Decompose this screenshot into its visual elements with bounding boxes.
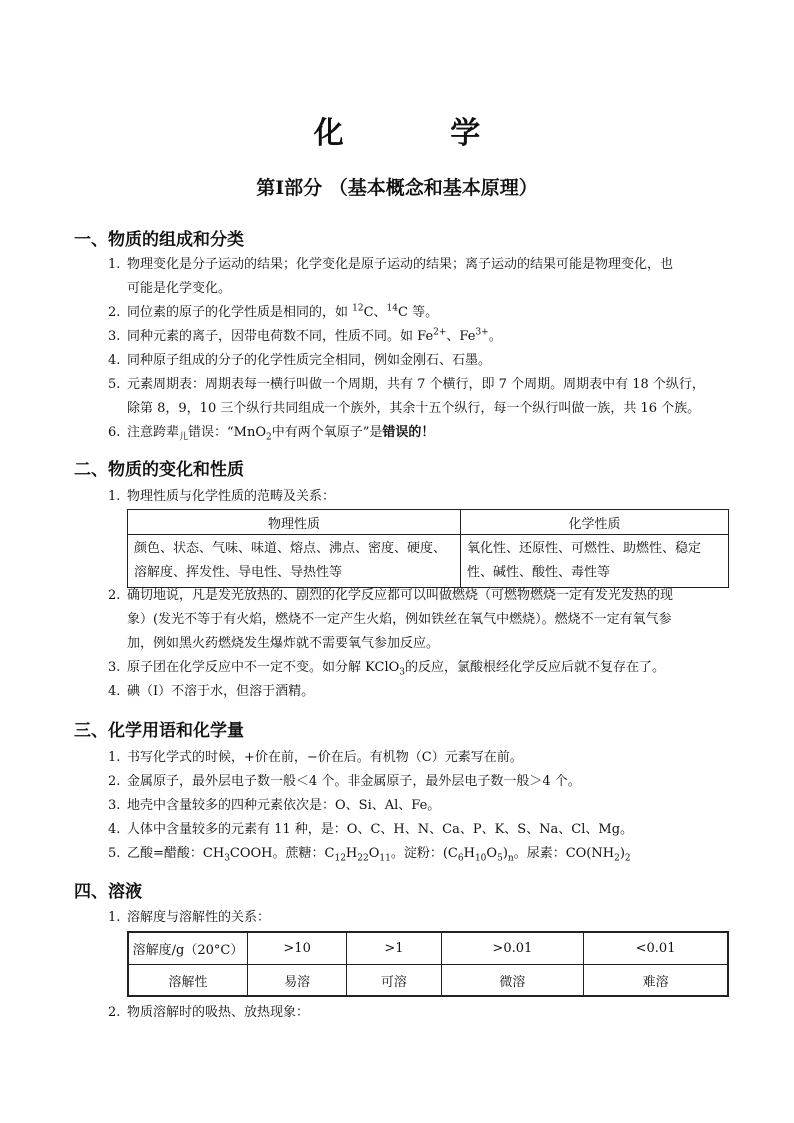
item-text: 碘（I）不溶于水，但溶于酒精。	[127, 684, 315, 699]
table-cell: 溶解性	[128, 965, 248, 997]
item-text: 确切地说，凡是发光放热的、剧烈的化学反应都可以叫做燃烧（可燃物燃烧一定有发光发热的现	[127, 588, 674, 603]
item-text: 书写化学式的时候，+价在前，−价在后。有机物（C）元素写在前。	[127, 750, 523, 765]
item-text: 溶解度与溶解性的关系：	[127, 910, 271, 925]
table-cell: 易溶	[248, 965, 347, 997]
table-cell: 可溶	[347, 965, 441, 997]
list-item	[108, 421, 728, 445]
page-title: 化 学	[313, 116, 529, 151]
item-text: 原子团在化学反应中不一定不变。如分解 KClO	[127, 660, 400, 675]
list-item	[108, 253, 728, 301]
item-text: 元素周期表：周期表每一横行叫做一个周期，共有 7 个横行，即 7 个周期。周期表中有 18 个纵行，	[127, 377, 705, 392]
table-row	[128, 965, 728, 997]
superscript: 3+	[475, 327, 489, 338]
item-text: C、	[363, 305, 387, 320]
item-text: 。	[488, 329, 502, 344]
item-text: 中有两个氧原子”是	[271, 425, 383, 440]
item-text: 、Fe	[446, 329, 476, 344]
item-text: 物理性质与化学性质的范畴及关系：	[127, 489, 336, 504]
item-text: 的反应，氯酸根经化学反应后就不复存在了。	[405, 660, 666, 675]
item-number: 5.	[108, 377, 121, 392]
item-text: 错误：“MnO	[188, 425, 267, 440]
item-number: 3.	[108, 329, 121, 344]
list-item: 5. 乙酸=醋酸：$CH_3COOH$。蔗糖：$C_{12}H_{22}O_{11}$。淀粉：$(C_6H_{10}O_5)_n$。尿素：$CO(NH_2)_2$	[108, 842, 728, 866]
table-header-row	[128, 510, 729, 535]
table-cell: 难溶	[584, 965, 728, 997]
item-text: 物理变化是分子运动的结果；化学变化是原子运动的结果；离子运动的结果可能是物理变化，也	[127, 257, 674, 272]
table-cell: >0.01	[441, 932, 584, 965]
item-text: C 等。	[398, 305, 439, 320]
solubility-table	[127, 931, 729, 997]
item-number: 5.	[108, 846, 121, 861]
list-item	[108, 349, 728, 373]
list-item	[108, 770, 728, 794]
section-heading-1: 一、物质的组成和分类	[74, 230, 244, 250]
item-number: 1.	[108, 489, 121, 504]
superscript: 2+	[433, 327, 447, 338]
item-text: 金属原子，最外层电子数一般＜4 个。非金属原子，最外层电子数一般＞4 个。	[127, 774, 581, 789]
subscript: 2	[266, 432, 272, 443]
subscript: 儿	[179, 432, 189, 443]
emphasis-text: 错误的！	[382, 425, 435, 440]
item-number: 1.	[108, 910, 121, 925]
table-cell: 氧化性、还原性、可燃性、助燃性、稳定性、碱性、酸性、毒性等	[461, 535, 729, 588]
subscript: 3	[399, 667, 405, 678]
list-item	[108, 746, 728, 770]
item-text: 物质溶解时的吸热、放热现象：	[127, 1005, 310, 1020]
item-text: 可能是化学变化。	[127, 281, 232, 296]
table-cell: 颜色、状态、气味、味道、熔点、沸点、密度、硬度、溶解度、挥发性、导电性、导热性等	[128, 535, 461, 588]
table-cell: <0.01	[584, 932, 728, 965]
list-item	[108, 325, 728, 349]
item-number: 2.	[108, 305, 121, 320]
list-item	[108, 485, 728, 509]
item-number: 3.	[108, 798, 121, 813]
item-number: 4.	[108, 353, 121, 368]
table-cell: >10	[248, 932, 347, 965]
item-number: 4.	[108, 684, 121, 699]
item-number: 3.	[108, 660, 121, 675]
properties-table	[127, 509, 729, 588]
item-number: 1.	[108, 257, 121, 272]
item-text: 同种元素的离子，因带电荷数不同，性质不同。如 Fe	[127, 329, 434, 344]
list-item	[108, 818, 728, 842]
list-item	[108, 794, 728, 818]
superscript: 14	[386, 303, 398, 314]
table-row	[128, 932, 728, 965]
list-item	[108, 1001, 728, 1025]
item-text: 注意跨辈	[127, 425, 180, 440]
list-item	[108, 373, 728, 421]
item-text: 地壳中含量较多的四种元素依次是：O、Si、Al、Fe。	[127, 798, 441, 813]
section-heading-4: 四、溶液	[74, 882, 142, 902]
list-item	[108, 301, 728, 325]
list-item	[108, 656, 728, 680]
list-item	[108, 906, 728, 930]
item-number: 2.	[108, 1005, 121, 1020]
superscript: 12	[352, 303, 364, 314]
item-text: 除第 8，9，10 三个纵行共同组成一个族外，其余十五个纵行，每一个纵行叫做一族，共 16 个族。	[127, 401, 701, 416]
item-number: 1.	[108, 750, 121, 765]
item-number: 6.	[108, 425, 121, 440]
list-item	[108, 680, 728, 704]
section-heading-2: 二、物质的变化和性质	[74, 460, 244, 480]
table-cell: 微溶	[441, 965, 584, 997]
table-row	[128, 535, 729, 588]
table-cell: >1	[347, 932, 441, 965]
item-number: 4.	[108, 822, 121, 837]
item-text: 加，例如黑火药燃烧发生爆炸就不需要氧气参加反应。	[127, 636, 440, 651]
table-header-cell: 物理性质	[128, 510, 461, 535]
list-item	[108, 584, 728, 656]
item-number: 2.	[108, 588, 121, 603]
page-subtitle: 第Ⅰ部分 （基本概念和基本原理）	[256, 177, 538, 199]
section-heading-3: 三、化学用语和化学量	[74, 721, 244, 741]
item-number: 2.	[108, 774, 121, 789]
item-text: 同位素的原子的化学性质是相同的，如	[127, 305, 353, 320]
table-header-cell: 化学性质	[461, 510, 729, 535]
item-text: 人体中含量较多的元素有 11 种，是：O、C、H、N、Ca、P、K、S、Na、Cl、Mg。	[127, 822, 634, 837]
item-text: 同种原子组成的分子的化学性质完全相同，例如金刚石、石墨。	[127, 353, 492, 368]
item-text: 象）(发光不等于有火焰，燃烧不一定产生火焰，例如铁丝在氧气中燃烧）。燃烧不一定有氧气参	[127, 612, 672, 627]
table-cell: 溶解度/g（20°C）	[128, 932, 248, 965]
